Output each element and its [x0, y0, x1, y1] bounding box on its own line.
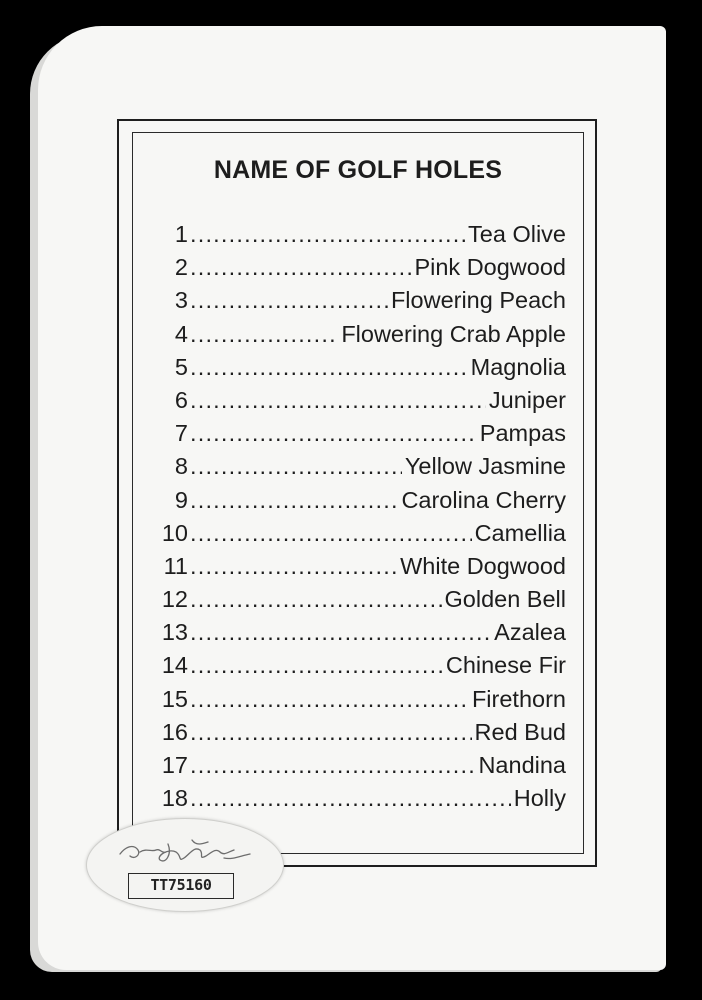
dot-leader — [190, 520, 472, 547]
hole-number: 10 — [161, 519, 188, 546]
dot-leader — [190, 487, 398, 514]
hole-number: 11 — [163, 552, 188, 579]
hole-row — [150, 387, 566, 420]
hole-row — [150, 354, 566, 387]
hole-number: 2 — [174, 254, 188, 281]
dot-leader — [190, 354, 468, 381]
hole-row — [150, 553, 566, 586]
hole-number: 5 — [174, 353, 188, 380]
dot-leader — [190, 387, 486, 414]
dot-leader — [190, 652, 443, 679]
hole-row — [150, 221, 566, 254]
hole-name: Carolina Cherry — [401, 486, 566, 513]
card-title: NAME OF GOLF HOLES — [213, 156, 503, 184]
hole-row — [150, 719, 566, 752]
hole-row — [150, 487, 566, 520]
hole-number: 3 — [174, 287, 188, 314]
dot-leader — [190, 553, 397, 580]
hole-number: 1 — [174, 221, 188, 247]
certificate-number: TT75160 — [128, 873, 234, 899]
dot-leader — [190, 686, 469, 713]
hole-number: 12 — [161, 586, 188, 613]
hole-number: 8 — [174, 453, 188, 480]
hole-number: 17 — [161, 752, 188, 778]
hole-name: Firethorn — [471, 685, 566, 712]
dot-leader — [190, 321, 338, 348]
hole-row — [150, 287, 566, 320]
hole-name: Flowering Peach — [390, 287, 566, 314]
hole-number: 9 — [174, 486, 188, 513]
dot-leader — [190, 752, 475, 779]
dot-leader — [190, 254, 411, 281]
hole-row — [150, 520, 566, 553]
dot-leader — [190, 619, 491, 646]
hole-row — [150, 420, 566, 453]
dot-leader — [190, 785, 511, 812]
dot-leader — [190, 221, 465, 248]
hole-name: Chinese Fir — [445, 652, 566, 679]
dot-leader — [190, 420, 477, 447]
dot-leader — [190, 287, 388, 314]
dot-leader — [190, 719, 472, 746]
hole-number: 4 — [174, 320, 188, 347]
hole-name: Magnolia — [470, 353, 566, 380]
hole-name: Holly — [513, 785, 566, 812]
hole-name: Azalea — [494, 619, 566, 646]
hole-row — [150, 785, 566, 818]
hole-name: Camellia — [474, 519, 566, 546]
hole-number: 6 — [174, 386, 188, 413]
hole-row — [150, 586, 566, 619]
hole-row — [150, 254, 566, 287]
dot-leader — [190, 586, 442, 613]
hole-number: 18 — [161, 785, 188, 812]
signature-icon — [116, 830, 256, 876]
hole-name: Nandina — [478, 752, 566, 778]
hole-number: 7 — [174, 420, 188, 447]
hole-list — [150, 221, 566, 818]
dot-leader — [190, 453, 402, 480]
hole-row — [150, 619, 566, 652]
hole-row — [150, 752, 566, 785]
hole-row — [150, 652, 566, 685]
hole-row — [150, 686, 566, 719]
hole-row — [150, 453, 566, 486]
hole-number: 14 — [161, 652, 188, 679]
hole-name: Tea Olive — [468, 221, 566, 247]
hole-name: Pink Dogwood — [414, 254, 566, 281]
hole-row — [150, 321, 566, 354]
hole-number: 16 — [161, 718, 188, 745]
hole-name: Pampas — [479, 420, 566, 447]
hole-number: 13 — [161, 619, 188, 646]
hole-number: 15 — [161, 685, 188, 712]
hole-name: White Dogwood — [400, 552, 566, 579]
hole-name: Juniper — [488, 386, 566, 413]
hole-name: Golden Bell — [444, 586, 566, 613]
hole-name: Flowering Crab Apple — [341, 320, 566, 347]
hole-name: Red Bud — [474, 718, 566, 745]
hole-name: Yellow Jasmine — [404, 453, 566, 480]
